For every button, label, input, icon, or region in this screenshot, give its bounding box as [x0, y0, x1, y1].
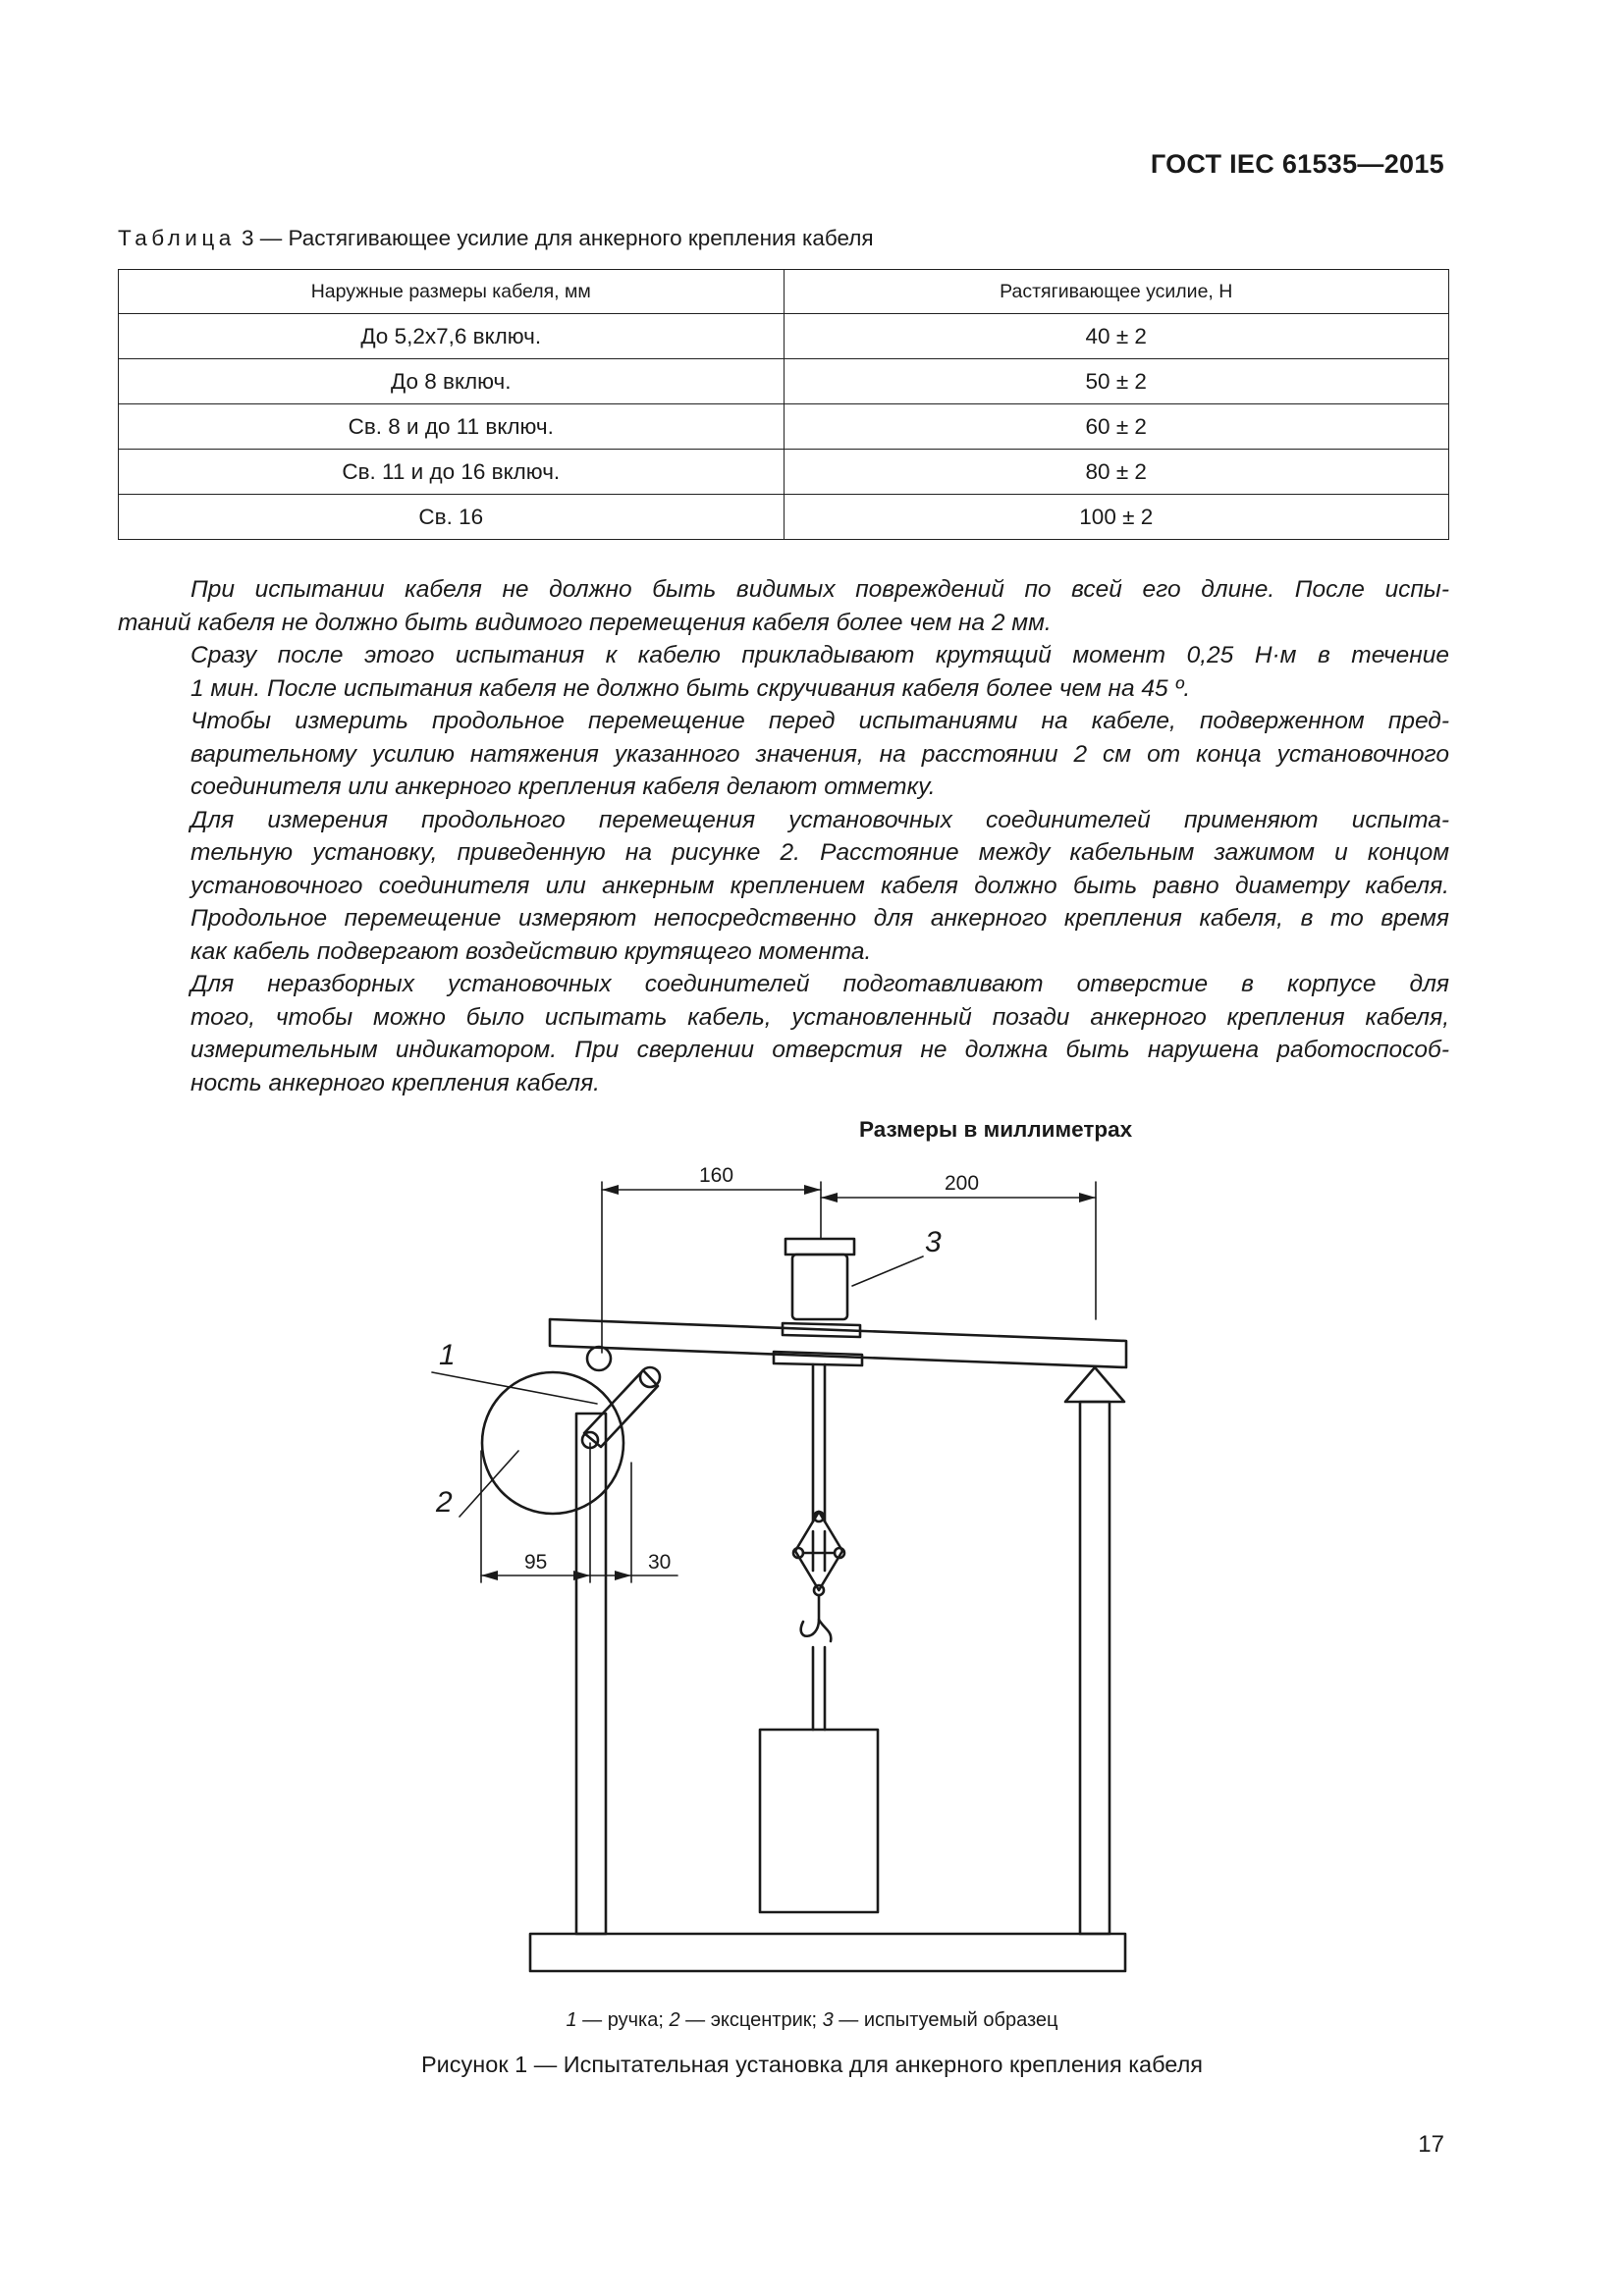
text-line: ность анкерного крепления кабеля.: [190, 1069, 600, 1096]
cell-cable-size: До 5,2х7,6 включ.: [119, 314, 785, 359]
figure-legend: [0, 2009, 1624, 2032]
text-line: Продольное перемещение измеряют непосредственно для анкерного крепления кабеля, в то время: [190, 905, 1449, 932]
cell-cable-size: Св. 8 и до 11 включ.: [119, 404, 785, 450]
table-caption-prefix: Таблица: [118, 226, 236, 250]
text-line: Для измерения продольного перемещения установочных соединителей применяют испыта-: [190, 806, 1449, 833]
legend-number-2: 2: [669, 2009, 680, 2031]
text-line: варительному усилию натяжения указанного значения, на расстоянии 2 см от конца установочного: [190, 740, 1449, 768]
legend-number-1: 1: [566, 2009, 577, 2031]
text-line: 1 мин. После испытания кабеля не должно быть скручивания кабеля более чем на 45 º.: [190, 674, 1191, 702]
arrowhead: [821, 1193, 838, 1202]
dimension-label-200: 200: [945, 1172, 980, 1195]
dimension-label-160: 160: [699, 1164, 734, 1187]
callout-label-2: 2: [436, 1486, 453, 1519]
test-specimen: [792, 1255, 847, 1319]
base-plate: [530, 1934, 1125, 1971]
legend-text-3: — испытуемый образец: [833, 2009, 1058, 2031]
dimension-label-95: 95: [524, 1551, 548, 1574]
text-line: Сразу после этого испытания к кабелю прикладывают крутящий момент 0,25 Н·м в течение: [190, 642, 1449, 668]
text-line: того, чтобы можно было испытать кабель, установленный позади анкерного крепления кабеля,: [190, 1003, 1449, 1031]
cell-force: 60 ± 2: [784, 404, 1449, 450]
cell-force: 40 ± 2: [784, 314, 1449, 359]
cell-cable-size: Св. 16: [119, 495, 785, 540]
column-header-cable-size: Наружные размеры кабеля, мм: [119, 270, 785, 314]
beam-hanger: [587, 1347, 611, 1370]
cell-cable-size: До 8 включ.: [119, 359, 785, 404]
callout-label-3: 3: [925, 1226, 942, 1258]
eccentric-disk: [482, 1372, 623, 1514]
table-caption-title: 3 — Растягивающее усилие для анкерного крепления кабеля: [242, 226, 874, 250]
arrowhead: [804, 1185, 821, 1195]
legend-text-2: — эксцентрик;: [679, 2009, 823, 2031]
text-line: измерительным индикатором. При сверлении отверстия не должна быть нарушена работоспособ-: [190, 1037, 1449, 1063]
text-line: Для неразборных установочных соединителей подготавливают отверстие в корпусе для: [190, 971, 1449, 997]
cell-force: 50 ± 2: [784, 359, 1449, 404]
arrowhead: [481, 1571, 498, 1580]
cell-force: 80 ± 2: [784, 450, 1449, 495]
leader-line-3: [852, 1256, 923, 1286]
dimensions-note: Размеры в миллиметрах: [859, 1117, 1133, 1142]
text-line: как кабель подвергают воздействию крутящего момента.: [190, 937, 872, 965]
document-header: ГОСТ IEC 61535—2015: [1150, 149, 1444, 179]
leader-line-2: [460, 1451, 518, 1517]
left-column: [576, 1414, 606, 1934]
arrowhead: [1079, 1193, 1096, 1202]
hook: [801, 1596, 819, 1636]
pivot-support: [1065, 1367, 1124, 1402]
legend-number-3: 3: [822, 2009, 834, 2031]
cell-force: 100 ± 2: [784, 495, 1449, 540]
text-line: тельную установку, приведенную на рисунке 2. Расстояние между кабельным зажимом и концом: [190, 839, 1449, 866]
right-column: [1080, 1402, 1110, 1934]
dimension-label-30: 30: [648, 1551, 672, 1574]
figure-caption: Рисунок 1 — Испытательная установка для анкерного крепления кабеля: [420, 2052, 1204, 2077]
text-line: установочного соединителя или анкерным креплением кабеля должно быть равно диаметру кабеля.: [190, 872, 1449, 899]
weight-block: [760, 1730, 878, 1912]
arrowhead: [573, 1571, 590, 1580]
page-number: 17: [1418, 2131, 1444, 2158]
arrowhead: [602, 1185, 619, 1195]
cell-cable-size: Св. 11 и до 16 включ.: [119, 450, 785, 495]
text-line: Чтобы измерить продольное перемещение перед испытаниями на кабеле, подверженном пред-: [190, 708, 1449, 734]
arrowhead: [615, 1571, 631, 1580]
text-line: соединителя или анкерного крепления кабеля делают отметку.: [190, 774, 936, 800]
hook-lower: [819, 1620, 831, 1641]
text-line: При испытании кабеля не должно быть видимых повреждений по всей его длине. После испы-: [190, 576, 1449, 603]
legend-text-1: — ручка;: [576, 2009, 670, 2031]
lever-beam: [550, 1319, 1126, 1367]
callout-label-1: 1: [439, 1339, 456, 1371]
text-line: таний кабеля не должно быть видимого перемещения кабеля более чем на 2 мм.: [118, 609, 1052, 636]
leader-line-1: [432, 1372, 597, 1404]
specimen-cap: [785, 1239, 854, 1255]
column-header-force: Растягивающее усилие, Н: [784, 270, 1449, 314]
